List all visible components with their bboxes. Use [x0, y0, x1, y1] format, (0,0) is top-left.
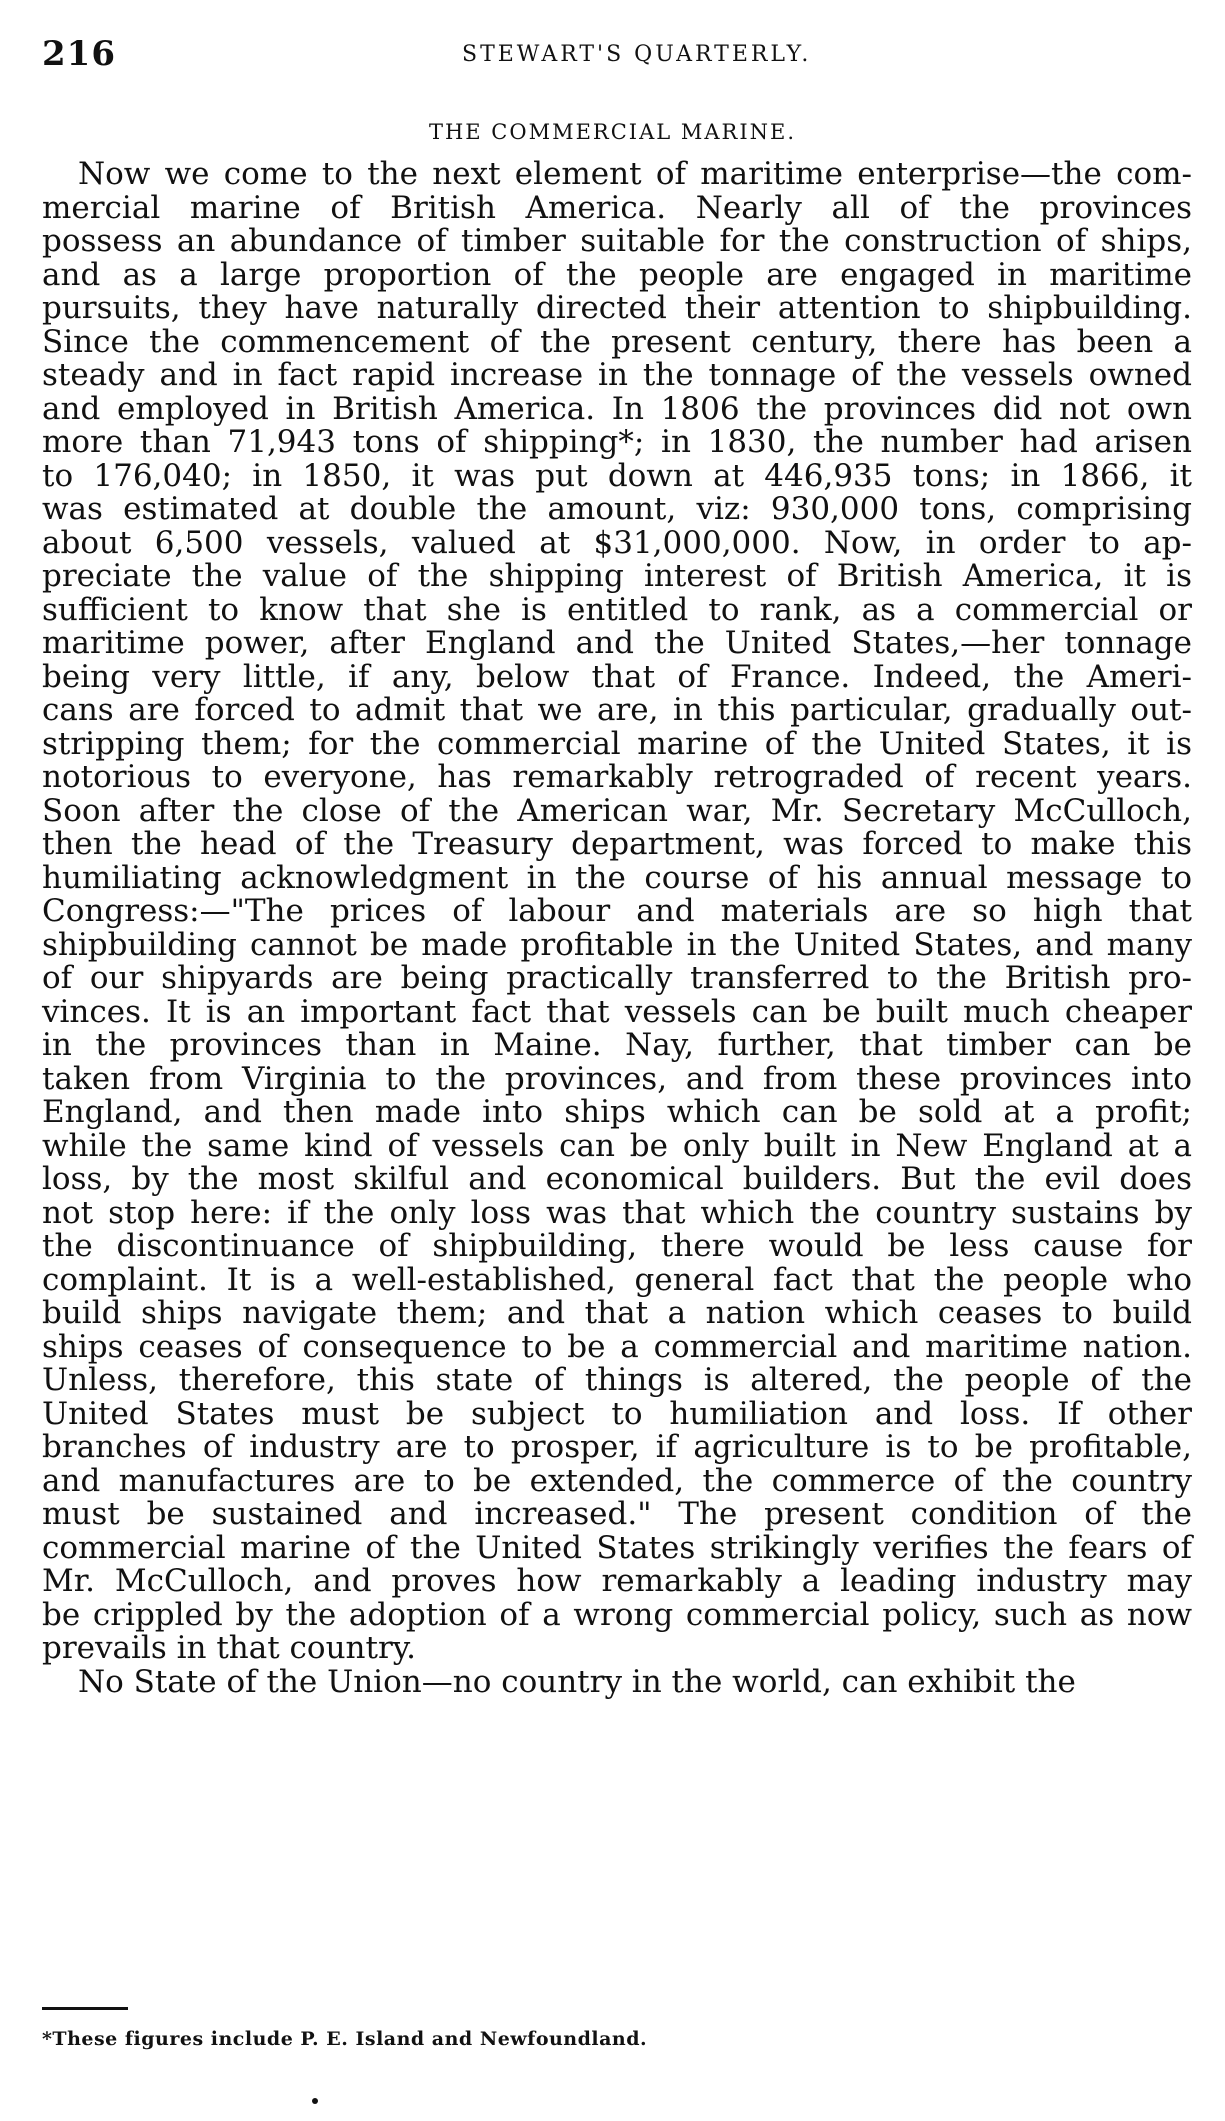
- text-line: Unless, therefore, this state of things is altered, the people of the: [42, 1362, 1192, 1398]
- text-line: No State of the Union—no country in the world, can exhibit the: [78, 1663, 1076, 1700]
- text-line: prevails in that country.: [42, 1630, 417, 1666]
- text-line: not stop here: if the only loss was that which the country sustains by: [42, 1194, 1192, 1231]
- text-line: taken from Virginia to the provinces, and from these provinces into: [42, 1060, 1192, 1097]
- text-line: notorious to everyone, has remarkably retrograded of recent years.: [42, 759, 1192, 795]
- text-line: while the same kind of vessels can be only built in New England at a: [42, 1127, 1192, 1164]
- text-line: England, and then made into ships which can be sold at a profit;: [42, 1094, 1192, 1130]
- text-line: and manufactures are to be extended, the commerce of the country: [42, 1462, 1192, 1499]
- text-line: preciate the value of the shipping interest of British America, it is: [42, 558, 1192, 594]
- text-line: possess an abundance of timber suitable for the construction of ships,: [42, 223, 1192, 259]
- text-line: then the head of the Treasury department, was forced to make this: [42, 826, 1192, 862]
- page-number: 216: [42, 34, 116, 74]
- text-line: steady and in fact rapid increase in the tonnage of the vessels owned: [42, 357, 1192, 393]
- text-line: sufficient to know that she is entitled to rank, as a commercial or: [42, 591, 1192, 628]
- text-line: United States must be subject to humiliation and loss. If other: [42, 1395, 1192, 1432]
- body-text: [42, 158, 1192, 1699]
- text-line: and employed in British America. In 1806 the provinces did not own: [42, 390, 1192, 427]
- paragraph-1: [42, 158, 1192, 1666]
- paragraph-2: [42, 1663, 1192, 1700]
- text-line: Mr. McCulloch, and proves how remarkably a leading industry may: [42, 1563, 1192, 1599]
- text-line: Soon after the close of the American war, Mr. Secretary McCulloch,: [42, 792, 1192, 829]
- text-line: the discontinuance of shipbuilding, there would be less cause for: [42, 1228, 1192, 1264]
- section-title: THE COMMERCIAL MARINE.: [428, 120, 797, 144]
- text-line: loss, by the most skilful and economical builders. But the evil does: [42, 1161, 1192, 1197]
- text-line: humiliating acknowledgment in the course of his annual message to: [42, 859, 1192, 896]
- text-line: cans are forced to admit that we are, in this particular, gradually out-: [42, 692, 1192, 728]
- text-line: mercial marine of British America. Nearly all of the provinces: [42, 189, 1192, 226]
- text-line: vinces. It is an important fact that vessels can be built much cheaper: [42, 993, 1192, 1030]
- text-line: build ships navigate them; and that a nation which ceases to build: [42, 1295, 1192, 1331]
- text-line: be crippled by the adoption of a wrong commercial policy, such as now: [42, 1596, 1192, 1633]
- text-line: more than 71,943 tons of shipping*; in 1830, the number had arisen: [42, 424, 1192, 460]
- text-line: commercial marine of the United States strikingly verifies the fears of: [42, 1529, 1192, 1566]
- footnote-rule: [42, 2007, 128, 2010]
- text-line: shipbuilding cannot be made profitable in the United States, and many: [42, 926, 1192, 963]
- text-line: in the provinces than in Maine. Nay, further, that timber can be: [42, 1027, 1192, 1063]
- text-line: Now we come to the next element of maritime enterprise—the com-: [78, 156, 1192, 192]
- text-line: ships ceases of consequence to be a commercial and maritime nation.: [42, 1328, 1192, 1365]
- text-line: stripping them; for the commercial marine of the United States, it is: [42, 725, 1192, 762]
- text-line: about 6,500 vessels, valued at $31,000,000. Now, in order to ap-: [42, 524, 1192, 561]
- text-line: must be sustained and increased." The present condition of the: [42, 1496, 1192, 1532]
- text-line: maritime power, after England and the United States,—her tonnage: [42, 625, 1192, 661]
- running-head: [42, 34, 1192, 74]
- text-line: complaint. It is a well-established, general fact that the people who: [42, 1261, 1192, 1298]
- bottom-mark: [312, 2098, 318, 2104]
- text-line: of our shipyards are being practically transferred to the British pro-: [42, 960, 1192, 996]
- footnote: *These figures include P. E. Island and Newfoundland.: [42, 2028, 648, 2050]
- text-line: branches of industry are to prosper, if agriculture is to be profitable,: [42, 1429, 1192, 1465]
- text-line: Since the commencement of the present century, there has been a: [42, 323, 1192, 360]
- text-line: being very little, if any, below that of France. Indeed, the Ameri-: [42, 658, 1192, 695]
- text-line: to 176,040; in 1850, it was put down at 446,935 tons; in 1866, it: [42, 457, 1192, 494]
- text-line: and as a large proportion of the people are engaged in maritime: [42, 256, 1192, 293]
- text-line: pursuits, they have naturally directed their attention to shipbuilding.: [42, 290, 1192, 326]
- text-line: Congress:—"The prices of labour and materials are so high that: [42, 893, 1192, 929]
- text-line: was estimated at double the amount, viz: 930,000 tons, comprising: [42, 491, 1192, 527]
- journal-title: STEWART'S QUARTERLY.: [462, 42, 812, 67]
